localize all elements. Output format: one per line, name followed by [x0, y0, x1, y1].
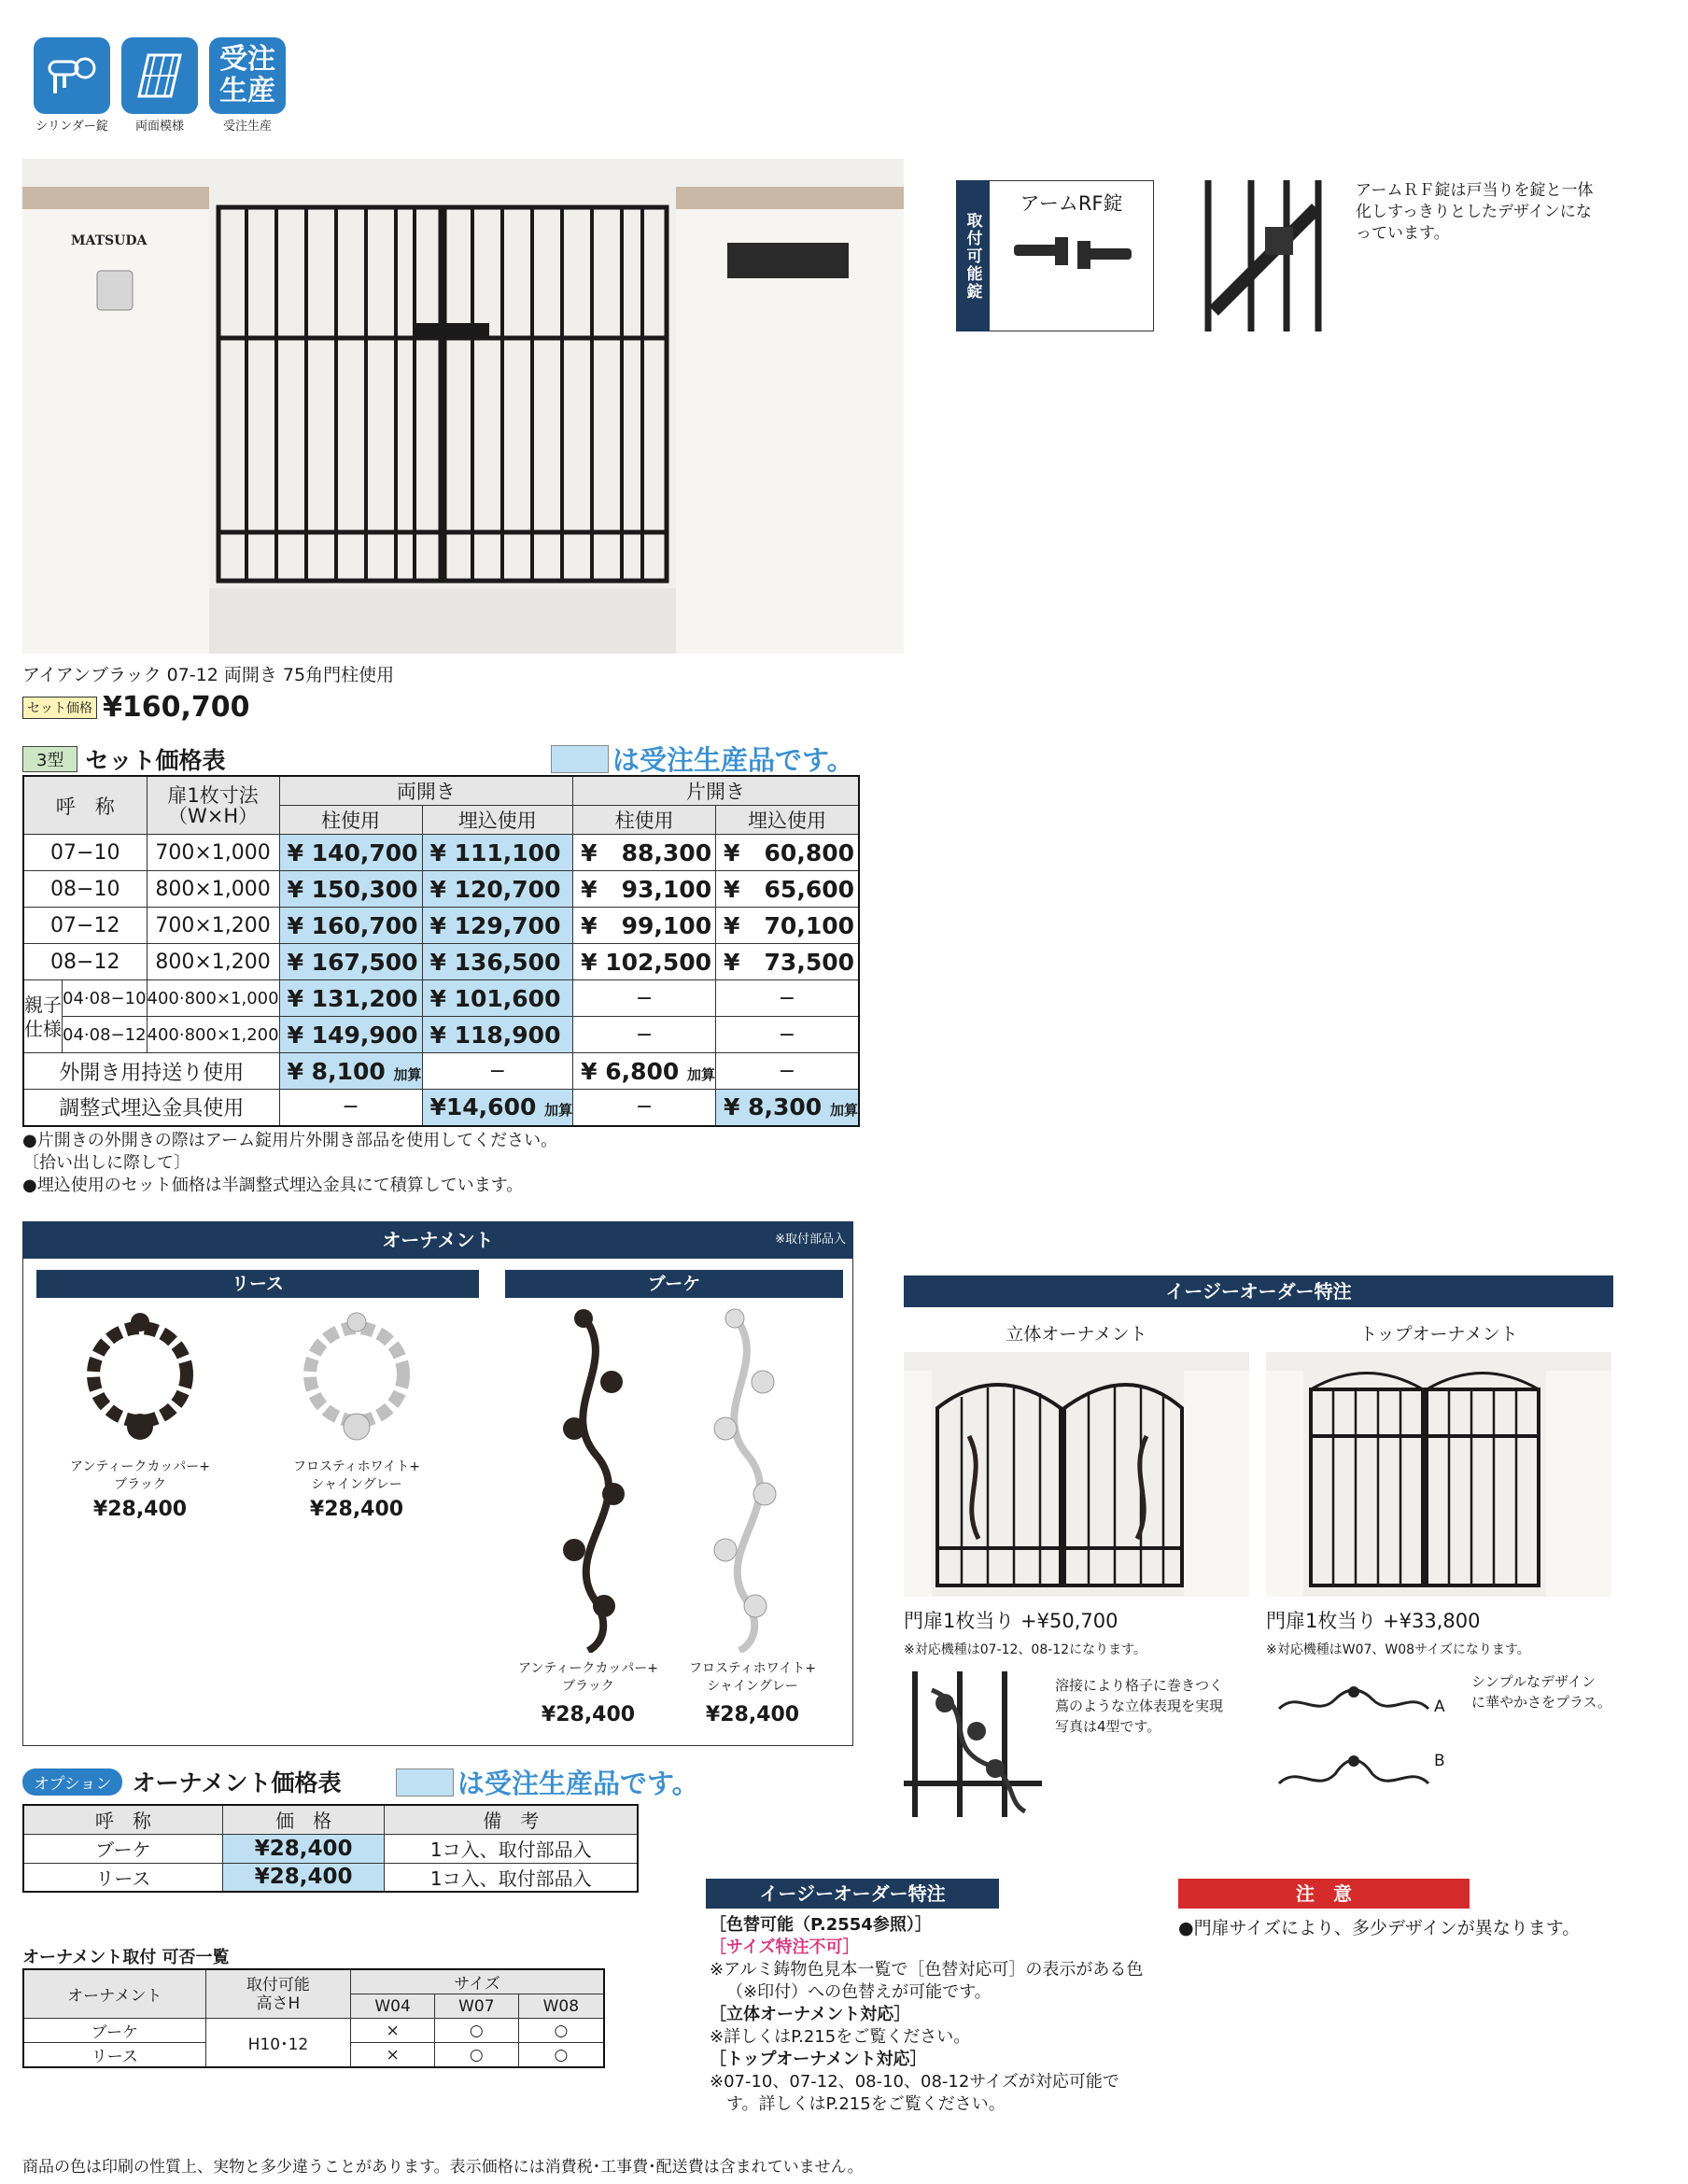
cylinder-lock-icon — [44, 52, 100, 99]
price-cell: ¥ 102,500 — [573, 944, 716, 980]
height-cell: H10･12 — [205, 2019, 351, 2068]
easy-order-right-title: トップオーナメント — [1359, 1324, 1518, 1345]
price-cell: ¥28,400 — [222, 1863, 385, 1892]
wreath-item-name: アンティークカッパー+ ブラック — [70, 1459, 210, 1492]
price-cell: − — [573, 980, 716, 1017]
price-cell: ¥ 70,100 — [716, 908, 859, 944]
note-cell: 1コ入、取付部品入 — [385, 1834, 638, 1863]
spec-line: ［サイズ特注不可］ — [710, 1937, 860, 1957]
3d-ornament-gate-image — [904, 1352, 1249, 1597]
attach-table-title: オーナメント取付 可否一覧 — [22, 1948, 230, 1967]
main-gate-photo — [22, 159, 904, 654]
easy-order2-header: イージーオーダー特注 — [706, 1879, 999, 1909]
set-price-value: ¥160,700 — [103, 691, 250, 724]
table-row — [23, 1090, 859, 1126]
wreath-item-name: フロスティホワイト+ シャイングレー — [293, 1459, 420, 1492]
row-size: 800×1,200 — [147, 944, 279, 980]
easy-order-left-title: 立体オーナメント — [1006, 1324, 1147, 1345]
price-cell: − — [279, 1090, 422, 1126]
row-name: リース — [23, 1863, 222, 1892]
ornament-price-table — [22, 1804, 639, 1893]
add-label: 加算 — [544, 1102, 573, 1120]
row-size: 700×1,000 — [147, 835, 279, 871]
price-cell: − — [716, 1017, 859, 1053]
wreath-title: リース — [36, 1270, 479, 1298]
bouquet-black-image — [546, 1307, 640, 1653]
row-size: 400·800×1,000 — [147, 980, 279, 1017]
table-row — [23, 944, 859, 980]
bouquet-item-name: フロスティホワイト+ シャイングレー — [689, 1661, 816, 1694]
ornament-note: ※取付部品入 — [775, 1233, 846, 1247]
double-sided-pattern-icon — [132, 49, 188, 102]
mark-cell: ○ — [434, 2019, 518, 2043]
row-name: 外開き用持送り使用 — [23, 1053, 279, 1090]
pattern-label-a: A — [1434, 1698, 1445, 1716]
row-name: ブーケ — [23, 1834, 222, 1863]
row-name: ブーケ — [23, 2019, 205, 2043]
note-line: ●埋込使用のセット価格は半調整式埋込金具にて積算しています。 — [22, 1176, 524, 1195]
row-size: 400·800×1,200 — [147, 1017, 279, 1053]
price-cell: ¥ 136,500 — [422, 944, 573, 980]
row-size: 700×1,200 — [147, 908, 279, 944]
legend-swatch — [551, 745, 609, 773]
spec-line: ※アルミ鋳物色見本一覧で［色替対応可］の表示がある色（※印付）への色替えが可能です。 — [710, 1960, 1144, 2002]
spec-line: ※詳しくはP.215をご覧ください。 — [710, 2027, 971, 2047]
easy-order-left-price: 門扉1枚当り +¥50,700 — [904, 1610, 1118, 1632]
spec-line: ［トップオーナメント対応］ — [710, 2050, 927, 2069]
price-cell: ¥ 65,600 — [716, 871, 859, 908]
legend-text: は受注生産品です。 — [612, 744, 854, 776]
header-cell: オーナメント — [23, 1969, 205, 2019]
order-legend — [551, 740, 854, 778]
add-label: 加算 — [393, 1065, 422, 1083]
easy-order-right-note: ※対応機種はW07、W08サイズになります。 — [1266, 1642, 1530, 1657]
order-production-badge: 受注 生産 — [209, 37, 286, 114]
price-table-heading — [22, 742, 225, 776]
price-cell — [573, 1053, 716, 1090]
header-post: 柱使用 — [573, 806, 716, 835]
table-row — [23, 1017, 859, 1053]
attach-table — [22, 1968, 605, 2068]
cylinder-lock-badge — [34, 37, 110, 114]
bouquet-item-price: ¥28,400 — [541, 1703, 636, 1726]
easy-order2-body — [710, 1914, 1148, 2116]
legend-swatch — [396, 1768, 454, 1797]
wreath-item-price: ¥28,400 — [309, 1498, 404, 1521]
price-cell: − — [573, 1017, 716, 1053]
header-embed: 埋込使用 — [716, 806, 859, 835]
wreath-black-image — [79, 1307, 201, 1447]
price-cell — [716, 1090, 859, 1126]
top-ornament-gate-image — [1266, 1352, 1611, 1597]
note-cell: 1コ入、取付部品入 — [385, 1863, 638, 1892]
price-cell: ¥ 111,100 — [422, 835, 573, 871]
price-cell: ¥ 118,900 — [422, 1017, 573, 1053]
bouquet-item-price: ¥28,400 — [705, 1703, 800, 1726]
spec-line: ［立体オーナメント対応］ — [710, 2005, 911, 2024]
price-cell: ¥ 120,700 — [422, 871, 573, 908]
price-cell: ¥ 160,700 — [279, 908, 422, 944]
price-cell: − — [422, 1053, 573, 1090]
easy-order-left-desc: 溶接により格子に巻きつく 蔦のような立体表現を実現 写真は4型です。 — [1055, 1677, 1224, 1735]
bouquet-white-image — [697, 1307, 791, 1653]
row-name: 調整式埋込金具使用 — [23, 1090, 279, 1126]
wreath-item-price: ¥28,400 — [92, 1498, 188, 1521]
badge-caption: シリンダー錠 — [35, 120, 108, 134]
legend-text: は受注生産品です。 — [457, 1768, 699, 1799]
ornament-price-heading — [22, 1765, 342, 1798]
row-name: 08−10 — [23, 871, 147, 908]
table-row — [23, 871, 859, 908]
lock-vertical-label: 取付可能錠 — [956, 180, 990, 331]
nameplate-text: MATSUDA — [71, 233, 148, 248]
price-value: ¥ 6,800 — [581, 1057, 680, 1085]
ivy-detail-image — [904, 1671, 1042, 1817]
set-price — [22, 691, 250, 724]
caution-text: ●門扉サイズにより、多少デザインが異なります。 — [1178, 1918, 1581, 1938]
price-cell: ¥ 101,600 — [422, 980, 573, 1017]
easy-order-left-note: ※対応機種は07-12、08-12になります。 — [904, 1642, 1146, 1657]
ornament-header — [22, 1221, 853, 1259]
table-row — [23, 2019, 604, 2043]
header-cell: W04 — [351, 1994, 435, 2019]
row-name: 08−12 — [23, 944, 147, 980]
caution-header: 注 意 — [1178, 1879, 1470, 1909]
table-row — [23, 1053, 859, 1090]
header-embed: 埋込使用 — [422, 806, 573, 835]
price-cell — [279, 1053, 422, 1090]
add-label: 加算 — [687, 1065, 716, 1083]
row-name: 07−12 — [23, 908, 147, 944]
mark-cell: ○ — [518, 2043, 604, 2068]
header-size — [147, 776, 279, 835]
row-name: 07−10 — [23, 835, 147, 871]
header-size-label: 扉1枚寸法 — [167, 783, 259, 807]
order-legend — [396, 1763, 699, 1801]
header-cell: 呼 称 — [23, 1805, 222, 1834]
table-row — [23, 1863, 638, 1892]
price-value: ¥ 8,100 — [287, 1057, 386, 1085]
bouquet-item-name: アンティークカッパー+ ブラック — [518, 1661, 658, 1694]
easy-order-right-price: 門扉1枚当り +¥33,800 — [1266, 1610, 1481, 1632]
option-tag: オプション — [22, 1768, 122, 1796]
easy-order-right-desc: シンプルなデザイン に華やかさをプラス。 — [1471, 1673, 1612, 1711]
row-size: 800×1,000 — [147, 871, 279, 908]
price-cell: − — [716, 980, 859, 1017]
price-cell: ¥ 60,800 — [716, 835, 859, 871]
table-row — [23, 1834, 638, 1863]
row-name: リース — [23, 2043, 205, 2068]
price-value: ¥14,600 — [429, 1093, 537, 1121]
row-name: 04·08−10 — [63, 980, 148, 1017]
double-sided-pattern-badge — [121, 37, 198, 114]
header-double: 両開き — [279, 776, 573, 806]
row-name: 04·08−12 — [63, 1017, 148, 1053]
header-cell: サイズ — [351, 1969, 604, 1994]
price-cell: ¥ 129,700 — [422, 908, 573, 944]
price-cell — [422, 1090, 573, 1126]
pattern-label-b: B — [1434, 1752, 1445, 1770]
ornament-title: オーナメント — [382, 1229, 494, 1251]
header-cell: 取付可能 高さH — [205, 1969, 351, 2019]
easy-order-header: イージーオーダー特注 — [904, 1275, 1613, 1307]
lever-handle-icon — [990, 217, 1154, 301]
lock-box — [990, 180, 1154, 331]
lock-description: アームＲＦ錠は戸当りを錠と一体化しすっきりとしたデザインになっています。 — [1356, 181, 1594, 243]
ornament-box — [22, 1259, 853, 1746]
note-line: 〔拾い出しに際して〕 — [22, 1153, 190, 1173]
set-price-table — [22, 775, 860, 1127]
price-cell: ¥ 93,100 — [573, 871, 716, 908]
lock-photo — [1195, 180, 1328, 331]
header-cell: 価 格 — [222, 1805, 385, 1834]
add-label: 加算 — [829, 1102, 858, 1120]
price-cell: − — [716, 1053, 859, 1090]
table-row — [23, 908, 859, 944]
spec-line: ※07-10、07-12、08-10、08-12サイズが対応可能です。詳しくはP.215をご覧ください。 — [710, 2072, 1119, 2114]
table-row — [23, 980, 859, 1017]
price-cell: ¥ 73,500 — [716, 944, 859, 980]
price-cell: ¥ 99,100 — [573, 908, 716, 944]
top-ornament-patterns-image — [1270, 1671, 1438, 1802]
header-name: 呼 称 — [23, 776, 147, 835]
table-row — [23, 835, 859, 871]
price-cell: ¥ 150,300 — [279, 871, 422, 908]
price-cell: − — [573, 1090, 716, 1126]
mark-cell: × — [351, 2019, 435, 2043]
header-single: 片開き — [573, 776, 859, 806]
mark-cell: × — [351, 2043, 435, 2068]
type-tag: 3型 — [22, 746, 77, 772]
header-cell: 備 考 — [385, 1805, 638, 1834]
lock-name: アームRF錠 — [1020, 192, 1123, 215]
oyako-label: 親子 仕様 — [23, 980, 63, 1053]
price-value: ¥ 8,300 — [724, 1093, 823, 1121]
badge-caption: 受注生産 — [222, 120, 272, 134]
spec-line: ［色替可能（P.2554参照）］ — [710, 1915, 932, 1935]
price-cell: ¥ 88,300 — [573, 835, 716, 871]
mark-cell: ○ — [434, 2043, 518, 2068]
bouquet-title: ブーケ — [505, 1270, 843, 1298]
note-line: ●片開きの外開きの際はアーム錠用片外開き部品を使用してください。 — [22, 1131, 558, 1150]
set-price-label: セット価格 — [22, 697, 97, 719]
price-cell: ¥ 140,700 — [279, 835, 422, 871]
price-cell: ¥ 167,500 — [279, 944, 422, 980]
price-cell: ¥ 149,900 — [279, 1017, 422, 1053]
wreath-white-image — [296, 1307, 417, 1447]
price-cell: ¥28,400 — [222, 1834, 385, 1863]
price-cell: ¥ 131,200 — [279, 980, 422, 1017]
header-cell: W08 — [518, 1994, 604, 2019]
header-size-sub: （W×H） — [167, 804, 259, 827]
main-photo-caption: アイアンブラック 07-12 両開き 75角門柱使用 — [22, 665, 395, 685]
price-table-title: セット価格表 — [85, 747, 226, 774]
footer-note: 商品の色は印刷の性質上、実物と多少違うことがあります。表示価格には消費税･工事費･配送費は含まれていません。 — [22, 2158, 864, 2177]
price-notes — [22, 1130, 557, 1197]
header-cell: W07 — [434, 1994, 518, 2019]
ornament-price-title: オーナメント価格表 — [132, 1769, 342, 1797]
header-post: 柱使用 — [279, 806, 422, 835]
badge-caption: 両面模様 — [134, 120, 184, 134]
mark-cell: ○ — [518, 2019, 604, 2043]
